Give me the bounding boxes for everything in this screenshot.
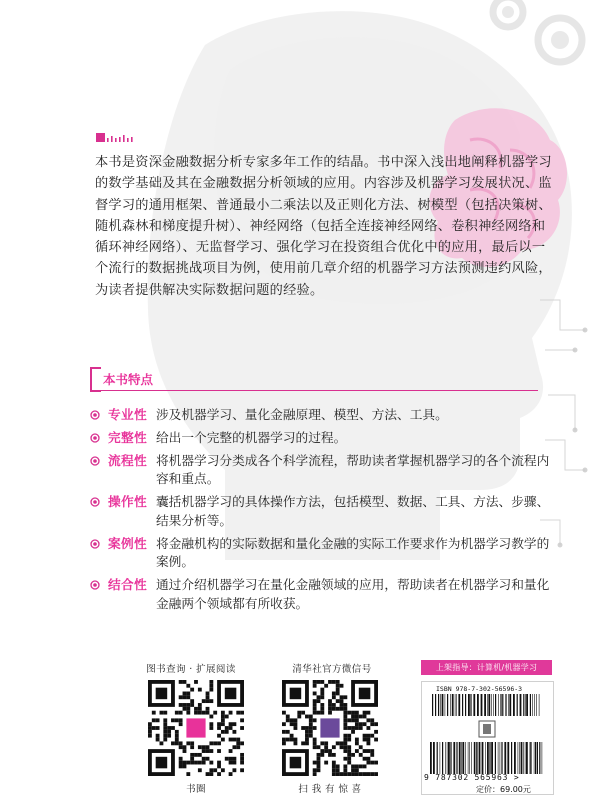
- feature-desc: 将金融机构的实际数据和量化金融的实际工作要求作为机器学习教学的案例。: [156, 535, 550, 570]
- feature-term: 专业性: [108, 407, 147, 422]
- feature-term: 操作性: [108, 494, 147, 510]
- target-bullet-icon: [90, 539, 100, 549]
- ean-barcode-icon: [430, 742, 545, 774]
- feature-desc: 涉及机器学习、量化金融原理、模型、方法、工具。: [156, 407, 448, 422]
- category-band: 上架指导：计算机/机器学习: [421, 660, 552, 675]
- qr-left-top-label: 图书查询 · 扩展阅读: [146, 664, 236, 675]
- intro-paragraph: [95, 152, 555, 301]
- feature-desc: 囊括机器学习的具体操作方法，包括模型、数据、工具、方法、步骤、结果分析等。: [156, 494, 550, 528]
- publisher-logo-icon: [478, 720, 496, 738]
- isbn-text: ISBN 978-7-302-56596-3: [436, 685, 523, 693]
- qr-left-bottom-label: 书圈: [186, 784, 206, 795]
- feature-term: 流程性: [108, 453, 147, 468]
- price-text: 定价：69.00元: [476, 785, 531, 794]
- feature-item: [90, 535, 550, 572]
- barcode-digits: 9 787302 565963 >: [424, 773, 520, 782]
- feature-term: 完整性: [108, 430, 147, 445]
- feature-item: [90, 429, 550, 447]
- target-bullet-icon: [90, 410, 100, 420]
- target-bullet-icon: [90, 456, 100, 466]
- header-rule: [100, 390, 538, 391]
- qr-code-left: [148, 680, 244, 776]
- header-bracket: [90, 367, 101, 392]
- features-header: [90, 367, 540, 394]
- features-list: [90, 406, 550, 618]
- barcode-panel: [421, 681, 554, 795]
- target-bullet-icon: [90, 580, 100, 590]
- feature-item: [90, 493, 550, 530]
- feature-desc: 通过介绍机器学习在量化金融领域的应用，帮助读者在机器学习和量化金融两个领域都有所收获。: [156, 577, 550, 611]
- feature-item: [90, 452, 550, 489]
- feature-term: 结合性: [108, 577, 147, 593]
- feature-desc: 给出一个完整的机器学习的过程。: [156, 430, 347, 445]
- target-bullet-icon: [90, 497, 100, 507]
- feature-item: [90, 576, 550, 613]
- qr-middle-bottom-label: 扫 我 有 惊 喜: [298, 784, 362, 795]
- qr-middle-top-label: 清华社官方微信号: [292, 664, 372, 675]
- feature-item: [90, 406, 550, 424]
- isbn-barcode-icon: [432, 694, 542, 716]
- feature-term: 案例性: [108, 535, 147, 551]
- intro-text: 本书是资深金融数据分析专家多年工作的结晶。书中深入浅出地阐释机器学习的数学基础及其在金融数据分析领域的应用。内容涉及机器学习发展状况、监督学习的通用框架、普通最小二乘法以及正则化方法、树模型（包括决策树、随机森林和梯度提升树）、神经网络（包括全连接神经网络、卷积神经网络和循环神经网络）、无监督学习、强化学习在投资组合优化中的应用，最后以一个流行的数据挑战项目为例，使用前几章介绍的机器学习方法预测违约风险，为读者提供解决实际数据问题的经验。: [95, 155, 552, 298]
- features-heading: 本书特点: [103, 372, 154, 387]
- target-bullet-icon: [90, 433, 100, 443]
- qr-code-middle: [282, 680, 378, 776]
- feature-desc: 将机器学习分类成各个科学流程，帮助读者掌握机器学习的各个流程内容和重点。: [156, 453, 550, 487]
